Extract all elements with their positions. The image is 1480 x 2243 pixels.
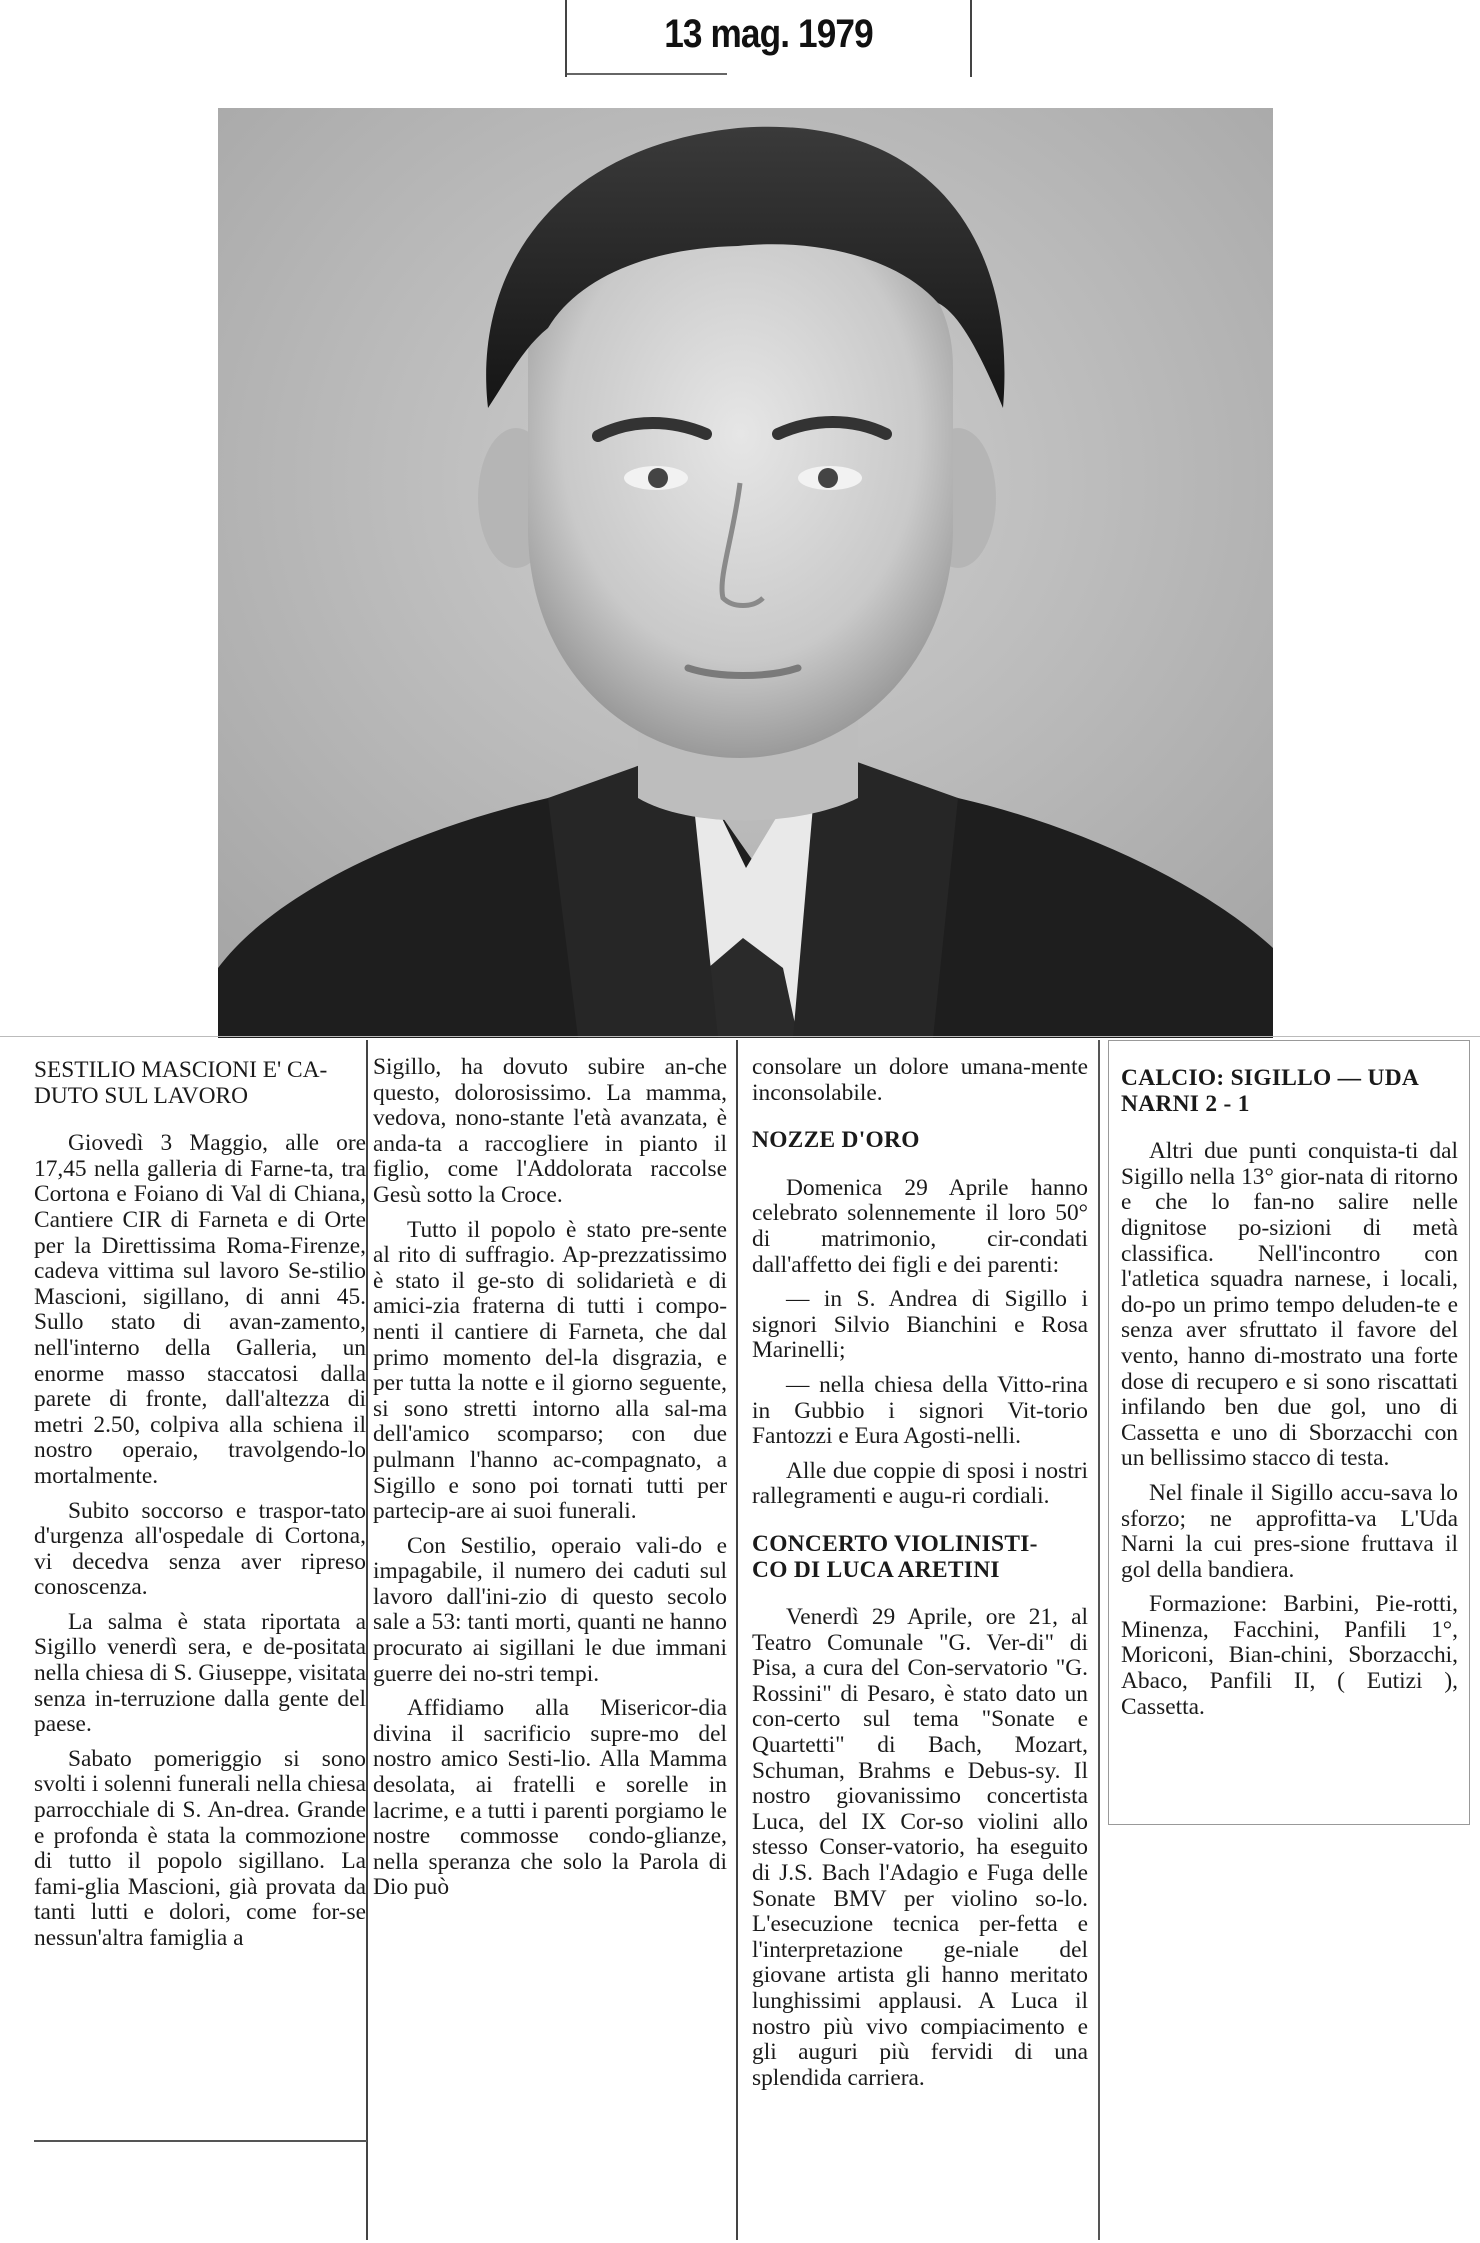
article4-paragraph: Formazione: Barbini, Pie-rotti, Minenza, Facchini, Panfili 1°, Moriconi, Bian-chini, Sborzacchi, Abaco, Panfili II, ( Eutizi ), Cassetta. — [1121, 1591, 1458, 1720]
article3-headline: CONCERTO VIOLINISTI- CO DI LUCA ARETINI — [752, 1530, 1038, 1583]
column-rule — [366, 1040, 368, 2240]
article1-paragraph: Affidiamo alla Misericor-dia divina il sacrificio supre-mo del nostro amico Sesti-lio. Alla Mamma desolata, ai fratelli e sorelle in lacrime, e a tutti i parenti porgiamo le nostre commosse condo-glianze, nella speranza che solo la Parola di Dio può — [373, 1695, 727, 1901]
date-underline — [567, 73, 727, 75]
clipping-edge — [0, 1036, 1480, 1037]
column-1 — [34, 1058, 366, 2108]
article4-paragraph: Nel finale il Sigillo accu-sava lo sforzo; ne approfitta-va L'Uda Narni la cui pres-sione fruttava il gol della bandiera. — [1121, 1479, 1458, 1583]
article1-paragraph: Tutto il popolo è stato pre-sente al rito di suffragio. Ap-prezzatissimo è stato il ge-sto di solidarietà e di amici-zia fraterna di tutti i compo-nenti il cantiere di Farneta, che dal primo momento del-la disgrazia, e per tutta la notte e il giorno seguente, si sono stretti intorno alla sal-ma dell'amico scomparso; con due pulmann l'hanno ac-compagnato, a Sigillo e sono poi tornati tutti per partecip-are ai suoi funerali. — [373, 1216, 727, 1525]
article2-paragraph: — in S. Andrea di Sigillo i signori Silvio Bianchini e Rosa Marinelli; — [752, 1286, 1088, 1364]
article3-paragraph: Venerdì 29 Aprile, ore 21, al Teatro Comunale "G. Ver-di" di Pisa, a cura del Con-servatorio "G. Rossini" di Pesaro, è stato dato un con-certo sul tema "Sonate e Quartetti" di Bach, Mozart, Schuman, Brahms e Debus-sy. Il nostro giovanissimo concertista Luca, del IX Cor-so violini allo stesso Conser-vatorio, ha eseguito di J.S. Bach l'Adagio e Fuga delle Sonate BMV per violino so-lo. L'esecuzione tecnica per-fetta e l'interpretazione ge-niale del giovane artista gli hanno meritato lunghissimi applausi. A Luca il nostro più vivo compiacimento e gli auguri più fervidi di una splendida carriera. — [752, 1604, 1088, 2091]
article4-headline: CALCIO: SIGILLO — UDA NARNI 2 - 1 — [1121, 1065, 1420, 1117]
date-stamp: 13 mag. 1979 — [664, 12, 873, 56]
column-rule — [736, 1040, 738, 2240]
article1-paragraph: La salma è stata riportata a Sigillo venerdì sera, e de-positata nella chiesa di S. Giuseppe, visitata senza in-terruzione dalla gente del paese. — [34, 1608, 366, 1738]
column-2 — [373, 1055, 727, 2235]
article2-paragraph: Alle due coppie di sposi i nostri rallegramenti e augu-ri cordiali. — [752, 1457, 1088, 1510]
article1-paragraph: Giovedì 3 Maggio, alle ore 17,45 nella galleria di Farne-ta, tra Cortona e Foiano di Val di Chiana, Cantiere CIR di Farneta e di Orte per la Direttissima Roma-Firenze, cadeva vittima sul lavoro Se-stilio Mascioni, sigillano, di anni 45. Sullo stato di avan-zamento, nell'interno della Galleria, un enorme masso staccatosi dalla parete di fronte, dall'altezza di metri 2.50, colpiva alla schiena il nostro operaio, travolgendo-lo mortalmente. — [34, 1130, 366, 1489]
article4-paragraph: Altri due punti conquista-ti dal Sigillo nella 13° gior-nata di ritorno e che lo fan-no salire nelle dignitose po-sizioni di metà classifica. Nell'incontro con l'atletica squadra narnese, i locali, do-po un primo tempo deluden-te e senza aver sfruttato il favore del vento, hanno di-mostrato una forte dose di recupero e si sono riscattati infilando ben due gol, uno di Cassetta e uno di Sborzacchi con un bellissimo stacco di testa. — [1121, 1138, 1458, 1472]
article1-paragraph: Sigillo, ha dovuto subire an-che questo, dolorosissimo. La mamma, vedova, nono-stante l'età avanzata, è anda-ta a raccogliere in pianto il figlio, come l'Addolorata raccolse Gesù sotto la Croce. — [373, 1054, 727, 1208]
article1-paragraph: Subito soccorso e traspor-tato d'urgenza all'ospedale di Cortona, vi decedva senza aver ripreso conoscenza. — [34, 1497, 366, 1601]
article1-headline: SESTILIO MASCIONI E' CA- DUTO SUL LAVORO — [34, 1057, 328, 1109]
column-4 — [1121, 1066, 1458, 1826]
article1-paragraph: Sabato pomeriggio si sono svolti i solenni funerali nella chiesa parrocchiale di S. An-drea. Grande e profonda è stata la commozione di tutto il popolo sigillano. La fami-glia Mascioni, già provata da tanti lutti e dolori, come for-se nessun'altra famiglia a — [34, 1745, 366, 1951]
article2-headline: NOZZE D'ORO — [752, 1127, 920, 1154]
article2-paragraph: — nella chiesa della Vitto-rina in Gubbio i signori Vit-torio Fantozzi e Eura Agosti-nelli. — [752, 1371, 1088, 1450]
column-3 — [752, 1055, 1088, 2235]
portrait-photo-image — [218, 108, 1273, 1038]
article2-paragraph: Domenica 29 Aprile hanno celebrato solennemente il loro 50° di matrimonio, cir-condati dall'affetto dei figli e dei parenti: — [752, 1174, 1088, 1278]
portrait-photo — [218, 108, 1273, 1038]
date-stamp-box — [565, 0, 972, 77]
article1-paragraph: consolare un dolore umana-mente inconsolabile. — [752, 1054, 1088, 1106]
article1-paragraph: Con Sestilio, operaio vali-do e impagabile, il numero dei caduti sul lavoro dall'ini-zio di questo secolo sale a 53: tanti morti, quanti ne hanno procurato ai sigillani le due immani guerre dei no-stri tempi. — [373, 1532, 727, 1687]
column-rule — [1098, 1040, 1100, 2240]
column-end-rule — [34, 2140, 367, 2142]
